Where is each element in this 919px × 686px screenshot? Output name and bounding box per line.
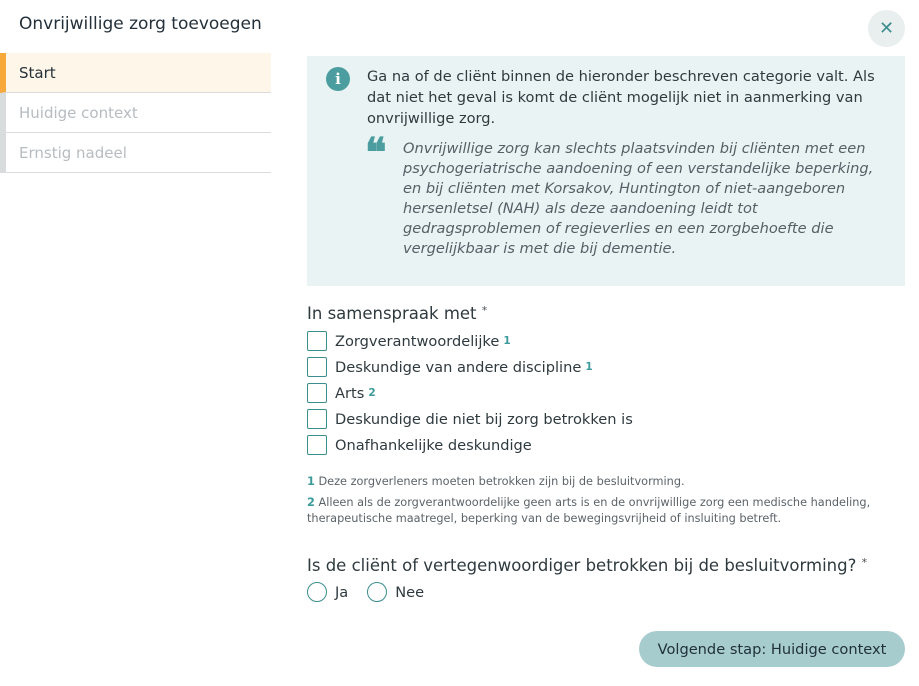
checkbox-row-deskundige-andere-discipline[interactable] (307, 354, 905, 380)
footnote-number: 1 (307, 475, 315, 488)
checkbox-row-onafhankelijke-deskundige[interactable] (307, 432, 905, 458)
checkbox-label[interactable]: Onafhankelijke deskundige (335, 436, 532, 454)
footnote-text: Alleen als de zorgverantwoordelijke geen arts is en de onvrijwillige zorg een medische handeling, therapeutische maatregel, beperking van de bewegingsvrijheid of insluiting betreft. (307, 496, 871, 525)
form-main (307, 56, 905, 602)
step-sidebar (0, 53, 271, 173)
consult-checkbox-group (307, 328, 905, 458)
footnote-number: 2 (307, 496, 315, 509)
involved-question-label: Is de cliënt of vertegenwoordiger betrokken bij de besluitvorming? (307, 556, 857, 575)
radio-option-ja[interactable] (307, 582, 348, 602)
checkbox-label[interactable]: Deskundige die niet bij zorg betrokken is (335, 410, 633, 428)
checkbox[interactable] (307, 383, 327, 403)
footnote-text: Deze zorgverleners moeten betrokken zijn bij de besluitvorming. (318, 475, 685, 488)
required-mark: * (481, 304, 488, 317)
radio-button[interactable] (367, 582, 387, 602)
footnote-ref: 1 (503, 335, 511, 347)
radio-button[interactable] (307, 582, 327, 602)
quote-text: Onvrijwillige zorg kan slechts plaatsvinden bij cliënten met een psychogeriatrische aandoening of een verstandelijke beperking, en bij cliënten met Korsakov, Huntington of niet-aangeboren hersenletsel (NAH) als deze aandoening leidt tot gedragsproblemen of regieverlies en een zorgbehoefte die vergelijkbaar is met die bij dementie. (403, 140, 874, 257)
checkbox-label[interactable]: Arts (335, 384, 365, 402)
quote-icon: ❝ (365, 129, 387, 176)
info-icon: i (326, 67, 350, 91)
involved-radio-group (307, 582, 905, 602)
info-panel (307, 56, 905, 286)
info-text: Ga na of de cliënt binnen de hieronder beschreven categorie valt. Als dat niet het geval is komt de cliënt mogelijk niet in aanmerking van onvrijwillige zorg. (367, 68, 875, 127)
checkbox-row-zorgverantwoordelijke[interactable] (307, 328, 905, 354)
required-mark: * (861, 556, 868, 569)
consult-question-label: In samenspraak met (307, 304, 477, 323)
checkbox[interactable] (307, 409, 327, 429)
checkbox[interactable] (307, 331, 327, 351)
involved-question (307, 556, 905, 575)
checkbox-label[interactable]: Deskundige van andere discipline (335, 358, 582, 376)
checkbox-row-deskundige-niet-betrokken[interactable] (307, 406, 905, 432)
step-label: Huidige context (19, 103, 138, 122)
footnote-ref: 2 (368, 387, 376, 399)
step-label: Ernstig nadeel (19, 143, 127, 162)
radio-label[interactable]: Nee (395, 583, 425, 601)
step-label: Start (19, 63, 56, 82)
footnote-1 (307, 474, 905, 490)
checkbox[interactable] (307, 357, 327, 377)
close-icon: ✕ (878, 18, 895, 39)
step-ernstig-nadeel[interactable] (0, 133, 271, 173)
consult-question (307, 304, 905, 323)
checkbox[interactable] (307, 435, 327, 455)
footnote-ref: 1 (585, 361, 593, 373)
step-huidige-context[interactable] (0, 93, 271, 133)
checkbox-label[interactable]: Zorgverantwoordelijke (335, 332, 500, 350)
close-button[interactable] (868, 10, 905, 47)
checkbox-row-arts[interactable] (307, 380, 905, 406)
next-step-button[interactable]: Volgende stap: Huidige context (639, 631, 905, 667)
dialog-title: Onvrijwillige zorg toevoegen (19, 14, 262, 34)
radio-label[interactable]: Ja (335, 583, 349, 601)
radio-option-nee[interactable] (367, 582, 424, 602)
footnote-2 (307, 495, 905, 527)
step-start[interactable] (0, 53, 271, 93)
